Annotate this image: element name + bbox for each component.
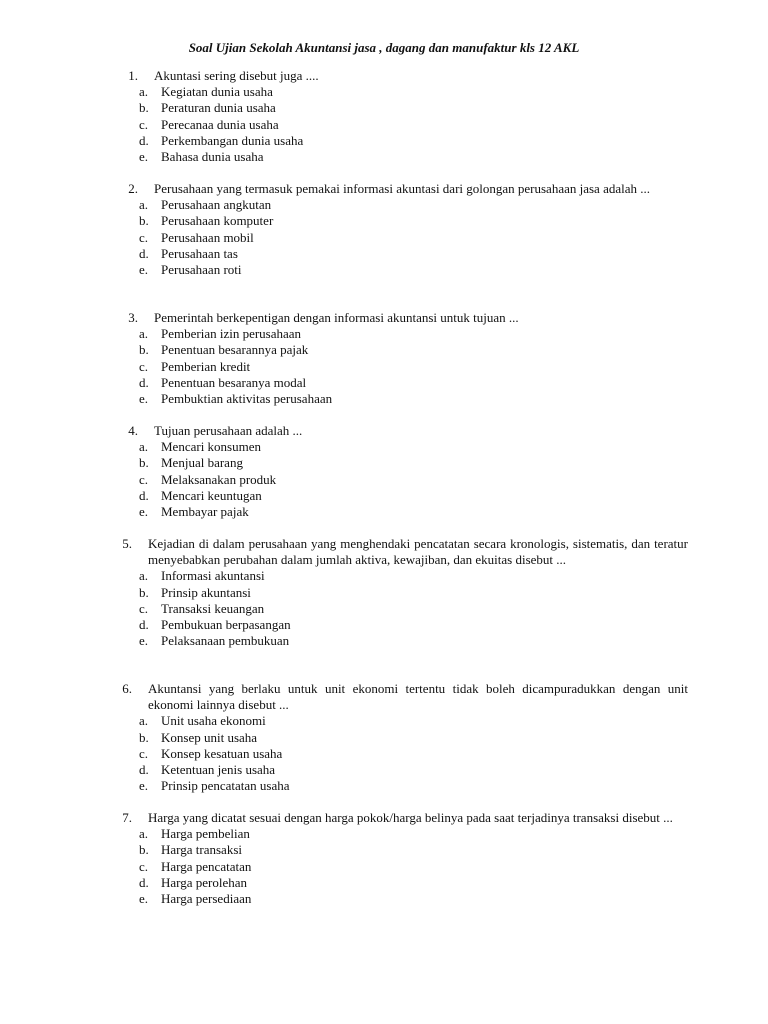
- option-e: [0, 149, 768, 165]
- option-letter: e.: [139, 633, 149, 649]
- option-text: Pelaksanaan pembukuan: [161, 633, 290, 649]
- option-a: [0, 439, 768, 455]
- option-letter: c.: [139, 116, 149, 132]
- option-e: [0, 391, 768, 407]
- option-letter: d.: [139, 132, 149, 148]
- option-text: Mencari konsumen: [161, 439, 262, 455]
- question-6: [0, 681, 768, 794]
- option-text: Penentuan besaranya modal: [161, 374, 307, 390]
- option-text: Prinsip pencatatan usaha: [161, 778, 290, 794]
- option-letter: b.: [139, 842, 149, 858]
- option-text: Konsep kesatuan usaha: [161, 745, 283, 761]
- option-list: [0, 568, 768, 649]
- option-d: [0, 133, 768, 149]
- option-d: [0, 488, 768, 504]
- option-b: [0, 342, 768, 358]
- option-list: [0, 197, 768, 278]
- question-text: Perusahaan yang termasuk pemakai informasi akuntasi dari golongan perusahaan jasa adalah ...: [154, 181, 650, 196]
- option-letter: e.: [139, 149, 149, 165]
- question-number: 7.: [122, 810, 132, 825]
- option-text: Transaksi keuangan: [161, 600, 265, 616]
- option-c: [0, 117, 768, 133]
- option-text: Perusahaan tas: [161, 245, 238, 261]
- option-text: Perkembangan dunia usaha: [161, 132, 304, 148]
- question-text: Pemerintah berkepentigan dengan informasi akuntansi untuk tujuan ...: [154, 310, 519, 325]
- option-d: [0, 875, 768, 891]
- option-text: Harga pencatatan: [161, 858, 252, 874]
- option-letter: a.: [139, 713, 149, 729]
- option-text: Perusahaan komputer: [161, 213, 274, 229]
- option-text: Penentuan besarannya pajak: [161, 342, 309, 358]
- question-number: 6.: [122, 681, 132, 696]
- option-d: [0, 246, 768, 262]
- option-e: [0, 891, 768, 907]
- question-text: Akuntasi sering disebut juga ....: [154, 68, 319, 83]
- option-letter: d.: [139, 487, 149, 503]
- question-3: [0, 310, 768, 407]
- option-letter: e.: [139, 778, 149, 794]
- option-letter: e.: [139, 262, 149, 278]
- question-number: 3.: [128, 310, 138, 325]
- option-letter: e.: [139, 891, 149, 907]
- option-e: [0, 262, 768, 278]
- option-letter: e.: [139, 391, 149, 407]
- option-letter: c.: [139, 745, 149, 761]
- option-a: [0, 713, 768, 729]
- option-list: [0, 84, 768, 165]
- option-list: [0, 326, 768, 407]
- option-letter: e.: [139, 504, 149, 520]
- option-a: [0, 826, 768, 842]
- option-letter: a.: [139, 439, 149, 455]
- option-d: [0, 617, 768, 633]
- option-text: Harga pembelian: [161, 826, 250, 842]
- option-e: [0, 633, 768, 649]
- option-b: [0, 842, 768, 858]
- option-letter: d.: [139, 874, 149, 890]
- question-2: [0, 181, 768, 278]
- option-letter: c.: [139, 600, 149, 616]
- question-4: [0, 423, 768, 520]
- option-list: [0, 713, 768, 794]
- question-5: [0, 536, 768, 649]
- option-c: [0, 859, 768, 875]
- option-c: [0, 601, 768, 617]
- option-text: Pemberian izin perusahaan: [161, 326, 302, 342]
- option-text: Perusahaan roti: [161, 262, 242, 278]
- option-letter: a.: [139, 197, 149, 213]
- option-letter: d.: [139, 617, 149, 633]
- question-number: 4.: [128, 423, 138, 438]
- option-letter: b.: [139, 584, 149, 600]
- option-text: Bahasa dunia usaha: [161, 149, 264, 165]
- option-letter: a.: [139, 84, 149, 100]
- page-title: Soal Ujian Sekolah Akuntansi jasa , dagang dan manufaktur kls 12 AKL: [188, 40, 580, 55]
- option-text: Informasi akuntansi: [161, 568, 265, 584]
- option-text: Pembukuan berpasangan: [161, 617, 291, 633]
- option-a: [0, 568, 768, 584]
- option-text: Menjual barang: [161, 455, 243, 471]
- option-b: [0, 455, 768, 471]
- option-letter: b.: [139, 455, 149, 471]
- option-a: [0, 84, 768, 100]
- option-letter: b.: [139, 100, 149, 116]
- option-text: Ketentuan jenis usaha: [161, 762, 276, 778]
- option-letter: a.: [139, 326, 149, 342]
- option-letter: b.: [139, 729, 149, 745]
- option-a: [0, 197, 768, 213]
- option-letter: a.: [139, 568, 149, 584]
- option-letter: b.: [139, 213, 149, 229]
- option-text: Harga persediaan: [161, 891, 252, 907]
- option-text: Membayar pajak: [161, 504, 249, 520]
- option-text: Melaksanakan produk: [161, 471, 277, 487]
- question-7: [0, 810, 768, 907]
- option-letter: c.: [139, 471, 149, 487]
- question-text: Harga yang dicatat sesuai dengan harga pokok/harga belinya pada saat terjadinya transaksi disebut ...: [148, 810, 673, 825]
- option-list: [0, 439, 768, 520]
- option-text: Pemberian kredit: [161, 358, 251, 374]
- option-list: [0, 826, 768, 907]
- question-number: 1.: [128, 68, 138, 83]
- option-text: Unit usaha ekonomi: [161, 713, 266, 729]
- option-d: [0, 375, 768, 391]
- question-1: [0, 68, 768, 165]
- option-b: [0, 585, 768, 601]
- question-text: Tujuan perusahaan adalah ...: [154, 423, 303, 438]
- option-d: [0, 762, 768, 778]
- question-text: Akuntansi yang berlaku untuk unit ekonomi tertentu tidak boleh dicampuradukkan dengan unit ekonomi lainnya disebut ...: [148, 681, 688, 713]
- option-b: [0, 730, 768, 746]
- option-text: Konsep unit usaha: [161, 729, 258, 745]
- option-e: [0, 504, 768, 520]
- option-letter: a.: [139, 826, 149, 842]
- option-text: Perusahaan angkutan: [161, 197, 272, 213]
- option-b: [0, 213, 768, 229]
- option-text: Prinsip akuntansi: [161, 584, 251, 600]
- question-number: 5.: [122, 536, 132, 551]
- option-a: [0, 326, 768, 342]
- option-text: Harga perolehan: [161, 874, 248, 890]
- option-c: [0, 359, 768, 375]
- option-letter: b.: [139, 342, 149, 358]
- option-text: Pembuktian aktivitas perusahaan: [161, 391, 333, 407]
- question-text: Kejadian di dalam perusahaan yang menghendaki pencatatan secara kronologis, sistematis, dan teratur menyebabkan perubahan dalam jumlah aktiva, kewajiban, dan ekuitas disebut ...: [148, 536, 688, 568]
- option-text: Mencari keuntugan: [161, 487, 262, 503]
- option-letter: d.: [139, 762, 149, 778]
- option-letter: d.: [139, 374, 149, 390]
- question-number: 2.: [128, 181, 138, 196]
- option-text: Perecanaa dunia usaha: [161, 116, 279, 132]
- option-c: [0, 472, 768, 488]
- option-letter: c.: [139, 358, 149, 374]
- option-c: [0, 746, 768, 762]
- option-b: [0, 100, 768, 116]
- option-letter: c.: [139, 858, 149, 874]
- option-c: [0, 230, 768, 246]
- option-letter: c.: [139, 229, 149, 245]
- option-text: Harga transaksi: [161, 842, 242, 858]
- option-letter: d.: [139, 245, 149, 261]
- option-text: Kegiatan dunia usaha: [161, 84, 273, 100]
- option-e: [0, 778, 768, 794]
- option-text: Peraturan dunia usaha: [161, 100, 276, 116]
- option-text: Perusahaan mobil: [161, 229, 254, 245]
